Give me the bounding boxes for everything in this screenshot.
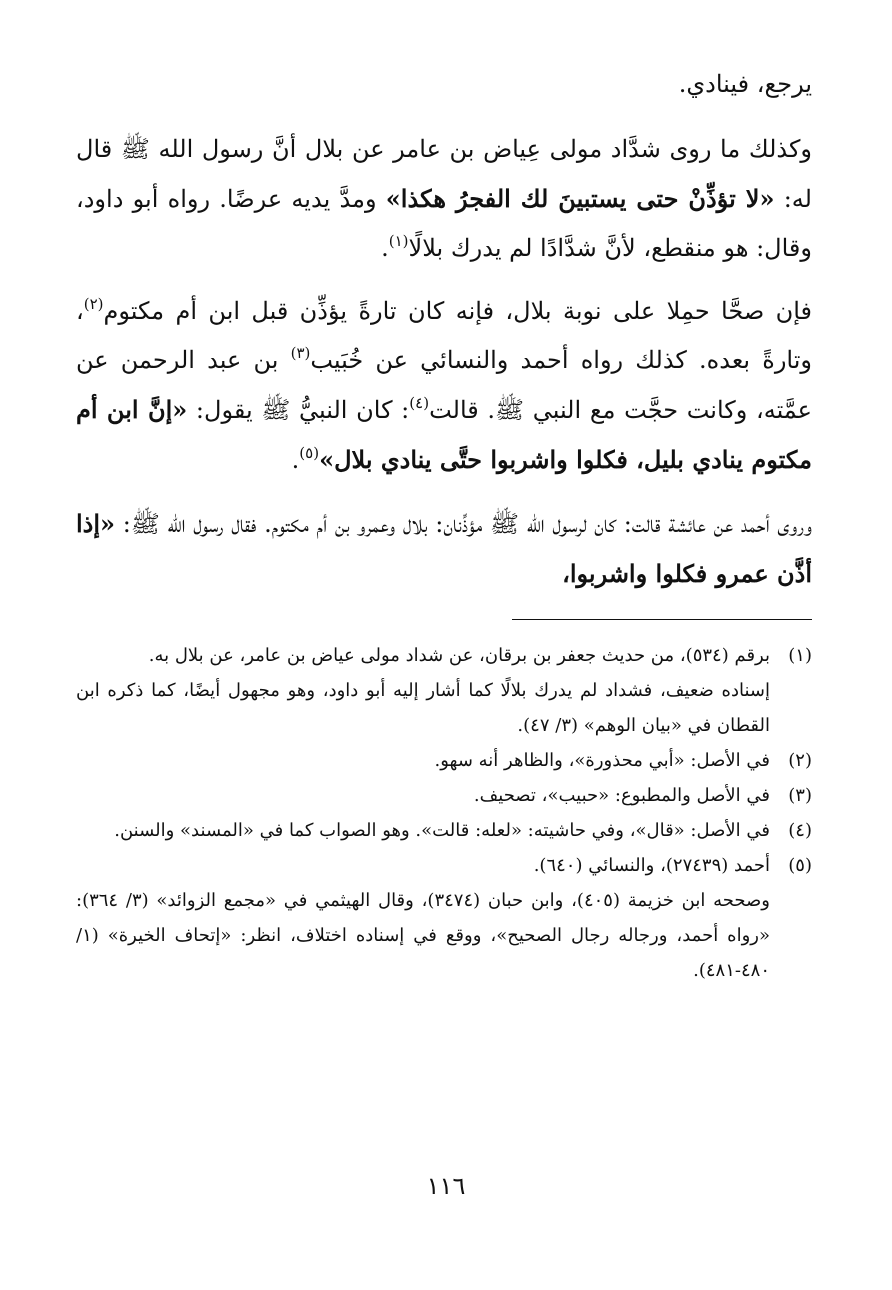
- text-segment: بن عبد الرحمن عن عمَّته، وكانت حجَّت مع النبي ﷺ. قالت: [76, 346, 813, 424]
- paragraph: [76, 125, 812, 273]
- page-number: ١١٦: [426, 1172, 466, 1200]
- footnote-number: (٣): [788, 785, 812, 806]
- footnote-ref: (١): [388, 232, 409, 250]
- footnote-text: في الأصل: «قال»، وفي حاشيته: «لعله: قالت». وهو الصواب كما في «المسند» والسنن.: [114, 820, 770, 841]
- footnote-number: (٥): [788, 855, 812, 876]
- text-segment: فإن صحَّا حمِلا على نوبة بلال، فإنه كان تارةً يؤذِّن قبل ابن أم مكتوم: [103, 297, 813, 325]
- footnote-separator: [512, 619, 812, 620]
- footnote-continuation: إسناده ضعيف، فشداد لم يدرك بلالًا كما أشار إليه أبو داود، وهو مجهول أيضًا، كما ذكره ابن القطان في «بيان الوهم» (٣/ ٤٧).: [76, 680, 770, 736]
- hadith-quote: «إذا أذَّن عمرو فكلوا واشربوا،: [76, 509, 812, 588]
- paragraph: [76, 287, 812, 485]
- text-segment: .: [381, 234, 389, 262]
- text-segment: ومدَّ يديه عرضًا. رواه أبو داود، وقال: هو منقطع، لأنَّ شدَّادًا لم يدرك بلالًا: [76, 185, 812, 262]
- footnote: [76, 813, 812, 848]
- footnote-number: (٤): [788, 820, 812, 841]
- footnote: [76, 778, 812, 813]
- footnote-text: برقم (٥٣٤)، من حديث جعفر بن برقان، عن شداد مولى عياض بن عامر، عن بلال به.: [148, 645, 770, 666]
- footnote: [76, 638, 812, 673]
- footnote: [76, 743, 812, 778]
- footnote-number: (١): [788, 645, 812, 666]
- footnote-continuation: وصححه ابن خزيمة (٤٠٥)، وابن حبان (٣٤٧٤)، وقال الهيثمي في «مجمع الزوائد» (٣/ ٣٦٤): «رواه أحمد، ورجاله رجال الصحيح»، ووقع في إسناده اختلاف، انظر: «إتحاف الخيرة» (١/ ٤٨٠-٤٨١).: [76, 890, 770, 981]
- text-segment: وكذلك ما روى شدَّاد مولى عِياض بن عامر عن بلال أنَّ رسول الله ﷺ قال له:: [76, 135, 812, 213]
- text-segment: : كان النبيُّ ﷺ يقول:: [187, 396, 410, 424]
- text-segment: يرجع، فينادي.: [678, 70, 812, 98]
- paragraph: [76, 60, 812, 109]
- footnote-ref: (٢): [83, 295, 104, 313]
- text-segment: .: [291, 446, 300, 474]
- text-segment: وروى أحمد عن عائشة قالت: كان لرسول الله ﷺ مؤذِّنان: بلال وعمرو بن أم مكتوم. فقال رسول الله ﷺ:: [115, 510, 812, 538]
- footnote-text: في الأصل: «أبي محذورة»، والظاهر أنه سهو.: [434, 750, 770, 771]
- paragraph: [76, 499, 812, 599]
- footnote-ref: (٥): [299, 444, 320, 462]
- footnote-text: في الأصل والمطبوع: «حبيب»، تصحيف.: [473, 785, 770, 806]
- text-segment: ، وتارةً بعده. كذلك رواه أحمد والنسائي عن خُبَيب: [76, 297, 812, 374]
- footnote-number: (٢): [788, 750, 812, 771]
- hadith-quote: «لا تؤذِّنْ حتى يستبينَ لك الفجرُ هكذا»: [385, 184, 775, 213]
- main-text: [76, 60, 812, 599]
- hadith-quote: «إنَّ ابن أم مكتوم ينادي بليل، فكلوا واشربوا حتَّى ينادي بلال»: [76, 395, 812, 474]
- footnote-ref: (٣): [290, 344, 311, 362]
- footnotes: [76, 638, 812, 988]
- footnote-ref: (٤): [409, 394, 430, 412]
- footnote: [76, 848, 812, 883]
- footnote-text: أحمد (٢٧٤٣٩)، والنسائي (٦٤٠).: [533, 855, 770, 876]
